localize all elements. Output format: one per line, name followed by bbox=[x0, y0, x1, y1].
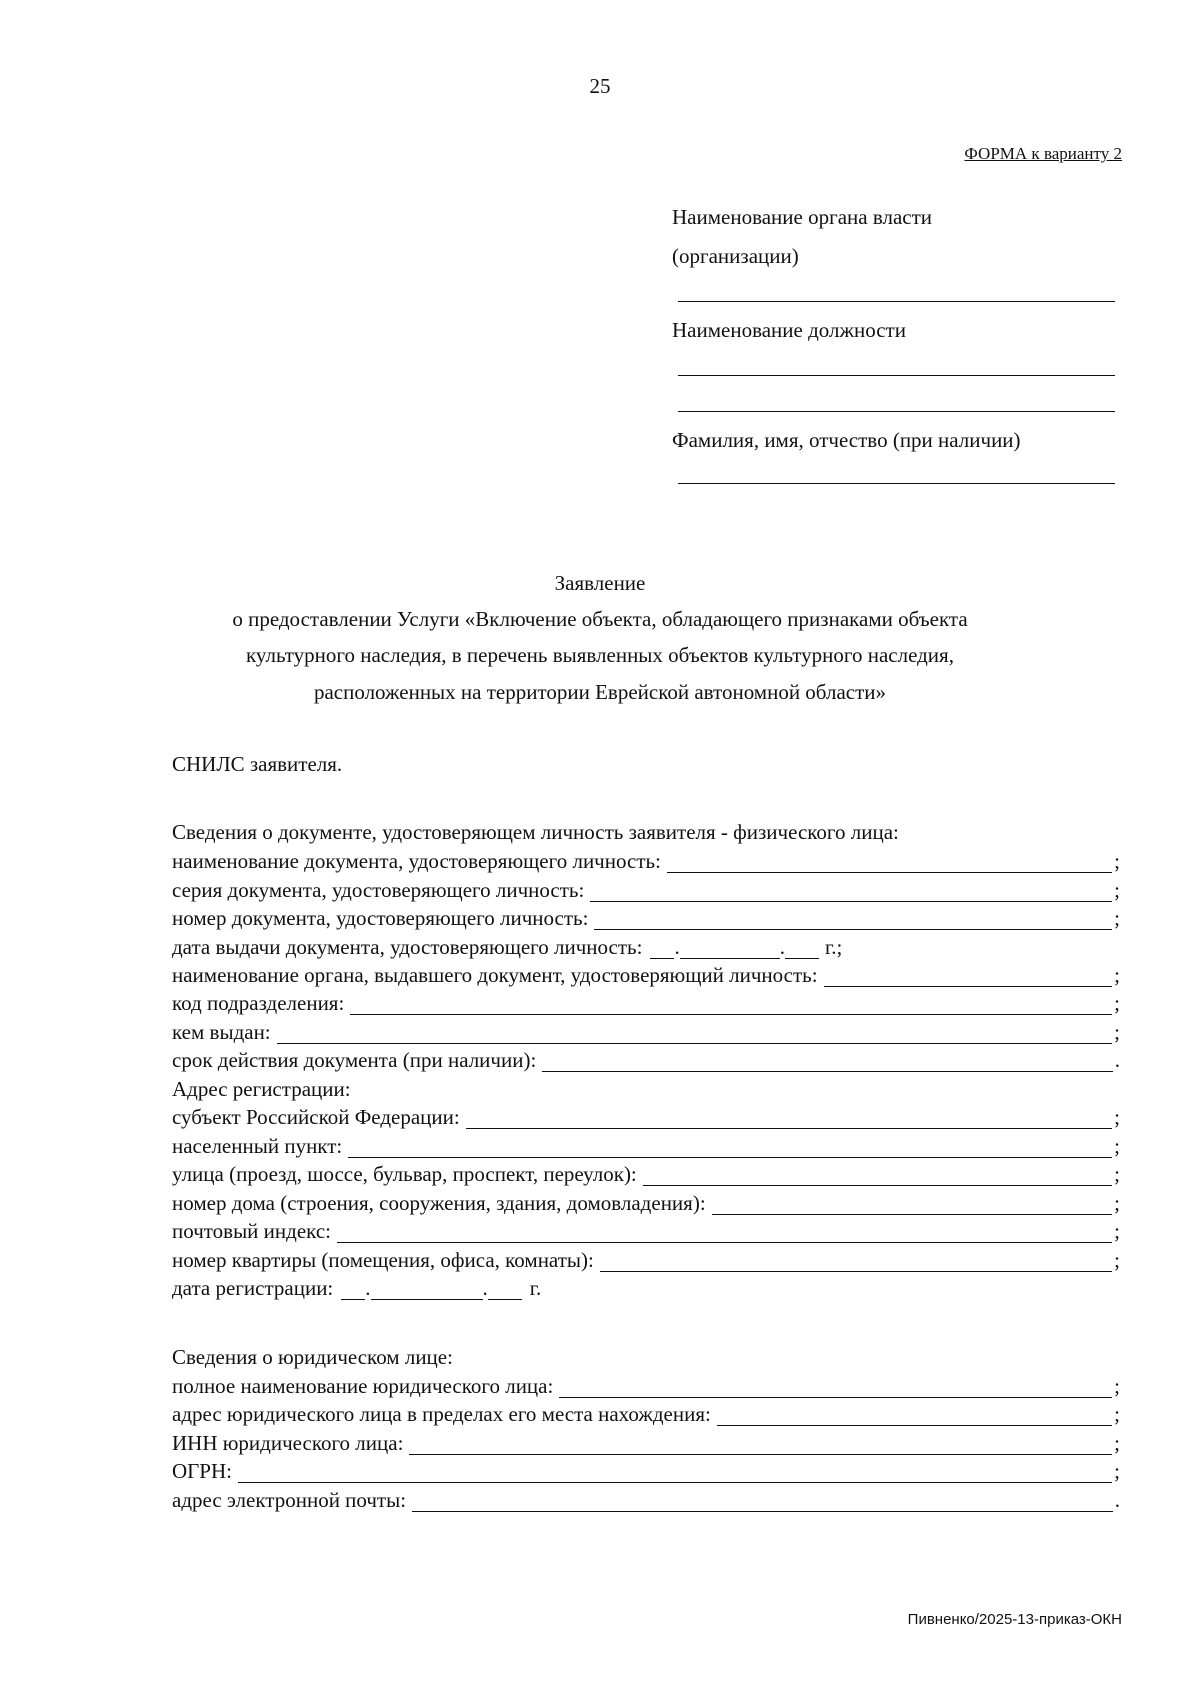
document-footer-id: Пивненко/2025-13-приказ-ОКН bbox=[907, 1611, 1122, 1628]
house-field: номер дома (строения, сооружения, здания, домовладения): ; bbox=[172, 1191, 1120, 1215]
house-blank[interactable] bbox=[712, 1195, 1113, 1215]
position-label: Наименование должности bbox=[672, 318, 906, 342]
issue-date-field: дата выдачи документа, удостоверяющего личность: . . г.; bbox=[172, 935, 843, 959]
page-number: 25 bbox=[589, 74, 611, 98]
region-label: субъект Российской Федерации: bbox=[172, 1105, 460, 1129]
reg-year-blank[interactable] bbox=[488, 1280, 522, 1300]
document-subtitle-line2: культурного наследия, в перечень выявленных объектов культурного наследия, bbox=[246, 643, 954, 667]
issued-by-blank[interactable] bbox=[277, 1024, 1113, 1044]
validity-blank[interactable] bbox=[542, 1052, 1112, 1072]
apartment-label: номер квартиры (помещения, офиса, комнаты): bbox=[172, 1248, 594, 1272]
region-blank[interactable] bbox=[466, 1109, 1112, 1129]
ogrn-label: ОГРН: bbox=[172, 1459, 232, 1483]
ogrn-blank[interactable] bbox=[238, 1463, 1112, 1483]
legal-entity-heading: Сведения о юридическом лице: bbox=[172, 1345, 453, 1369]
issue-year-blank[interactable] bbox=[785, 939, 819, 959]
reg-month-blank[interactable] bbox=[371, 1280, 483, 1300]
locality-label: населенный пункт: bbox=[172, 1134, 343, 1158]
locality-blank[interactable] bbox=[348, 1138, 1112, 1158]
snils-label: СНИЛС заявителя. bbox=[172, 752, 343, 776]
position-blank-line-2 bbox=[678, 411, 1115, 412]
street-label: улица (проезд, шоссе, бульвар, проспект, переулок): bbox=[172, 1162, 637, 1186]
apartment-field: номер квартиры (помещения, офиса, комнаты): ; bbox=[172, 1248, 1120, 1272]
email-label: адрес электронной почты: bbox=[172, 1488, 407, 1512]
email-field: адрес электронной почты: . bbox=[172, 1488, 1120, 1512]
legal-full-name-blank[interactable] bbox=[559, 1378, 1112, 1398]
reg-date-field: дата регистрации: . . г. bbox=[172, 1276, 542, 1300]
form-variant-label: ФОРМА к варианту 2 bbox=[964, 144, 1122, 163]
ogrn-field: ОГРН: ; bbox=[172, 1459, 1120, 1483]
issued-by-label: кем выдан: bbox=[172, 1020, 271, 1044]
postal-code-field: почтовый индекс: ; bbox=[172, 1219, 1120, 1243]
legal-full-name-label: полное наименование юридического лица: bbox=[172, 1374, 554, 1398]
authority-blank-line bbox=[678, 301, 1115, 302]
reg-day-blank[interactable] bbox=[341, 1280, 365, 1300]
postal-code-blank[interactable] bbox=[337, 1223, 1112, 1243]
doc-number-field: номер документа, удостоверяющего личность: ; bbox=[172, 906, 1120, 930]
doc-number-label: номер документа, удостоверяющего личность: bbox=[172, 906, 589, 930]
identity-section-heading: Сведения о документе, удостоверяющем личность заявителя - физического лица: bbox=[172, 820, 899, 844]
inn-blank[interactable] bbox=[409, 1435, 1112, 1455]
issuer-name-blank[interactable] bbox=[824, 967, 1113, 987]
division-code-label: код подразделения: bbox=[172, 991, 345, 1015]
legal-address-label: адрес юридического лица в пределах его места нахождения: bbox=[172, 1402, 711, 1426]
locality-field: населенный пункт: ; bbox=[172, 1134, 1120, 1158]
doc-name-label: наименование документа, удостоверяющего личность: bbox=[172, 849, 661, 873]
legal-address-blank[interactable] bbox=[717, 1406, 1112, 1426]
division-code-field: код подразделения: ; bbox=[172, 991, 1120, 1015]
doc-name-blank[interactable] bbox=[667, 853, 1112, 873]
doc-name-field: наименование документа, удостоверяющего личность: ; bbox=[172, 849, 1120, 873]
authority-label-line1: Наименование органа власти bbox=[672, 205, 932, 229]
document-heading: Заявление bbox=[554, 571, 646, 595]
position-blank-line-1 bbox=[678, 375, 1115, 376]
email-blank[interactable] bbox=[412, 1492, 1113, 1512]
validity-label: срок действия документа (при наличии): bbox=[172, 1048, 537, 1072]
inn-label: ИНН юридического лица: bbox=[172, 1431, 404, 1455]
issuer-name-label: наименование органа, выдавшего документ, удостоверяющий личность: bbox=[172, 963, 818, 987]
reg-date-label: дата регистрации: bbox=[172, 1276, 334, 1300]
issued-by-field: кем выдан: ; bbox=[172, 1020, 1120, 1044]
legal-full-name-field: полное наименование юридического лица: ; bbox=[172, 1374, 1120, 1398]
street-field: улица (проезд, шоссе, бульвар, проспект, переулок): ; bbox=[172, 1162, 1120, 1186]
legal-address-field: адрес юридического лица в пределах его места нахождения: ; bbox=[172, 1402, 1120, 1426]
issue-month-blank[interactable] bbox=[680, 939, 780, 959]
postal-code-label: почтовый индекс: bbox=[172, 1219, 331, 1243]
doc-series-blank[interactable] bbox=[590, 882, 1112, 902]
street-blank[interactable] bbox=[643, 1166, 1112, 1186]
document-subtitle-line1: о предоставлении Услуги «Включение объекта, обладающего признаками объекта bbox=[232, 607, 968, 631]
authority-label-line2: (организации) bbox=[672, 244, 799, 268]
doc-number-blank[interactable] bbox=[594, 910, 1112, 930]
division-code-blank[interactable] bbox=[350, 995, 1112, 1015]
full-name-blank-line bbox=[678, 483, 1115, 484]
issuer-name-field: наименование органа, выдавшего документ, удостоверяющий личность: ; bbox=[172, 963, 1120, 987]
region-field: субъект Российской Федерации: ; bbox=[172, 1105, 1120, 1129]
doc-series-field: серия документа, удостоверяющего личность: ; bbox=[172, 878, 1120, 902]
full-name-label: Фамилия, имя, отчество (при наличии) bbox=[672, 428, 1021, 452]
issue-day-blank[interactable] bbox=[650, 939, 674, 959]
apartment-blank[interactable] bbox=[600, 1252, 1112, 1272]
issue-date-label: дата выдачи документа, удостоверяющего личность: bbox=[172, 935, 643, 959]
doc-series-label: серия документа, удостоверяющего личность: bbox=[172, 878, 585, 902]
inn-field: ИНН юридического лица: ; bbox=[172, 1431, 1120, 1455]
document-subtitle-line3: расположенных на территории Еврейской автономной области» bbox=[313, 680, 887, 704]
validity-field: срок действия документа (при наличии): . bbox=[172, 1048, 1120, 1072]
house-label: номер дома (строения, сооружения, здания, домовладения): bbox=[172, 1191, 706, 1215]
registration-heading: Адрес регистрации: bbox=[172, 1077, 351, 1101]
